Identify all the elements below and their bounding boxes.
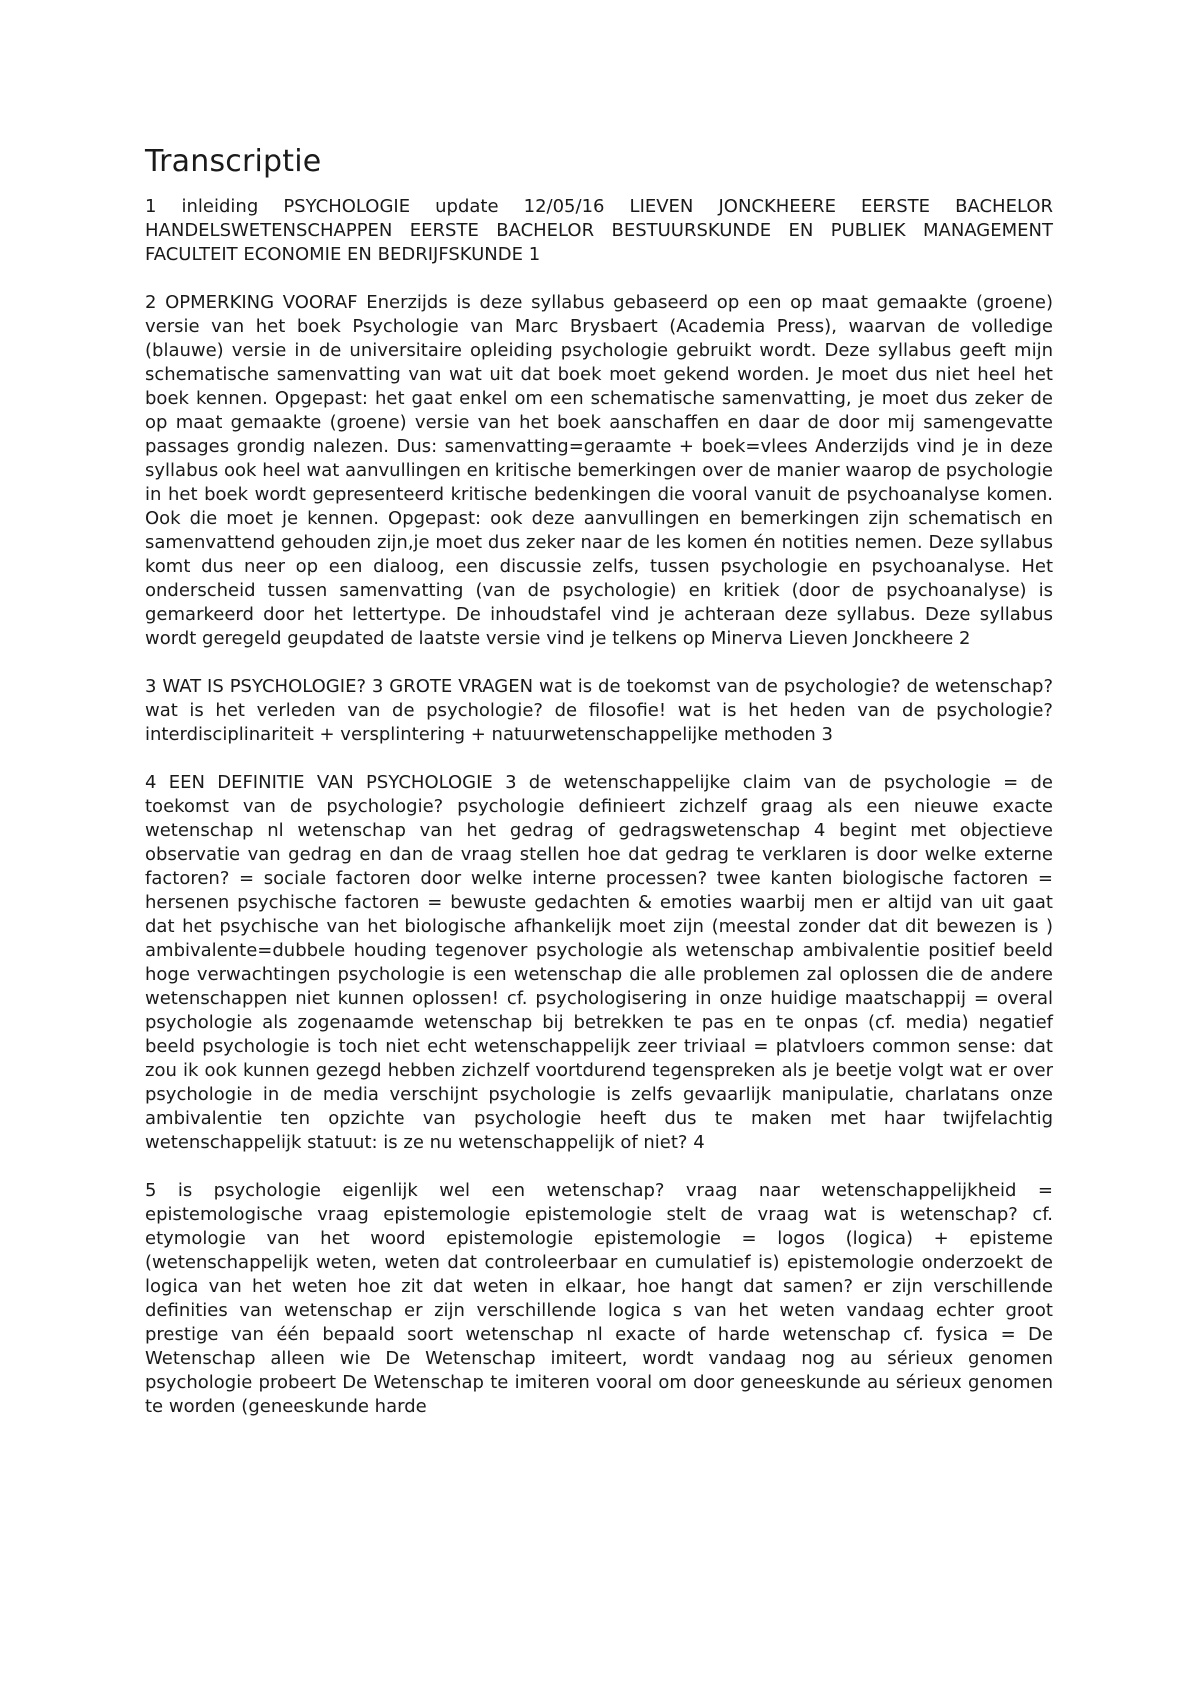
paragraph-wat-is-psychologie: 3 WAT IS PSYCHOLOGIE? 3 GROTE VRAGEN wat is de toekomst van de psychologie? de wetenschap? wat is het verleden van de psychologie? de filosofie! wat is het heden van de psychologie? interdisciplinariteit + versplintering + natuurwetenschappelijke methoden 3 bbox=[145, 676, 1053, 745]
paragraph-wetenschap: 5 is psychologie eigenlijk wel een wetenschap? vraag naar wetenschappelijkheid = epistemologische vraag epistemologie epistemologie stelt de vraag wat is wetenschap? cf. etymologie van het woord epistemologie epistemologie = logos (logica) + episteme (wetenschappelijk weten, weten dat controleerbaar en cumulatief is) epistemologie onderzoekt de logica van het weten hoe zit dat weten in elkaar, hoe hangt dat samen? er zijn verschillende definities van wetenschap er zijn verschillende logica s van het weten vandaag echter groot prestige van één bepaald soort wetenschap nl exacte of harde wetenschap cf. fysica = De Wetenschap alleen wie De Wetenschap imiteert, wordt vandaag nog au sérieux genomen psychologie probeert De Wetenschap te imiteren vooral om door geneeskunde au sérieux genomen te worden (geneeskunde harde bbox=[145, 1180, 1053, 1417]
document-page bbox=[145, 140, 1053, 1443]
paragraph-opmerking-vooraf: 2 OPMERKING VOORAF Enerzijds is deze syllabus gebaseerd op een op maat gemaakte (groene) versie van het boek Psychologie van Marc Brysbaert (Academia Press), waarvan de volledige (blauwe) versie in de universitaire opleiding psychologie gebruikt wordt. Deze syllabus geeft mijn schematische samenvatting van wat uit dat boek moet gekend worden. Je moet dus niet heel het boek kennen. Opgepast: het gaat enkel om een schematische samenvatting, je moet dus zeker de op maat gemaakte (groene) versie van het boek aanschaffen en daar de door mij samengevatte passages grondig nalezen. Dus: samenvatting=geraamte + boek=vlees Anderzijds vind je in deze syllabus ook heel wat aanvullingen en kritische bemerkingen over de manier waarop de psychologie in het boek wordt gepresenteerd kritische bedenkingen die vooral vanuit de psychoanalyse komen. Ook die moet je kennen. Opgepast: ook deze aanvullingen en bemerkingen zijn schematisch en samenvattend gehouden zijn,je moet dus zeker naar de les komen én notities nemen. Deze syllabus komt dus neer op een dialoog, een discussie zelfs, tussen psychologie en psychoanalyse. Het onderscheid tussen samenvatting (van de psychologie) en kritiek (door de psychoanalyse) is gemarkeerd door het lettertype. De inhoudstafel vind je achteraan deze syllabus. Deze syllabus wordt geregeld geupdated de laatste versie vind je telkens op Minerva Lieven Jonckheere 2 bbox=[145, 292, 1053, 649]
paragraph-definitie-psychologie: 4 EEN DEFINITIE VAN PSYCHOLOGIE 3 de wetenschappelijke claim van de psychologie = de toekomst van de psychologie? psychologie definieert zichzelf graag als een nieuwe exacte wetenschap nl wetenschap van het gedrag of gedragswetenschap 4 begint met objectieve observatie van gedrag en dan de vraag stellen hoe dat gedrag te verklaren is door welke externe factoren? = sociale factoren door welke interne processen? twee kanten biologische factoren = hersenen psychische factoren = bewuste gedachten & emoties waarbij men er altijd van uit gaat dat het psychische van het biologische afhankelijk moet zijn (meestal zonder dat dit bewezen is ) ambivalente=dubbele houding tegenover psychologie als wetenschap ambivalentie positief beeld hoge verwachtingen psychologie is een wetenschap die alle problemen zal oplossen die de andere wetenschappen niet kunnen oplossen! cf. psychologisering in onze huidige maatschappij = overal psychologie als zogenaamde wetenschap bij betrekken te pas en te onpas (cf. media) negatief beeld psychologie is toch niet echt wetenschappelijk zeer triviaal = platvloers common sense: dat zou ik ook kunnen gezegd hebben zichzelf voortdurend tegenspreken als je beetje volgt wat er over psychologie in de media verschijnt psychologie is zelfs gevaarlijk manipulatie, charlatans onze ambivalentie ten opzichte van psychologie heeft dus te maken met haar twijfelachtig wetenschappelijk statuut: is ze nu wetenschappelijk of niet? 4 bbox=[145, 772, 1053, 1153]
document-title: Transcriptie bbox=[145, 144, 322, 179]
paragraph-inleiding: 1 inleiding PSYCHOLOGIE update 12/05/16 LIEVEN JONCKHEERE EERSTE BACHELOR HANDELSWETENSCHAPPEN EERSTE BACHELOR BESTUURSKUNDE EN PUBLIEK MANAGEMENT FACULTEIT ECONOMIE EN BEDRIJFSKUNDE 1 bbox=[145, 196, 1053, 265]
